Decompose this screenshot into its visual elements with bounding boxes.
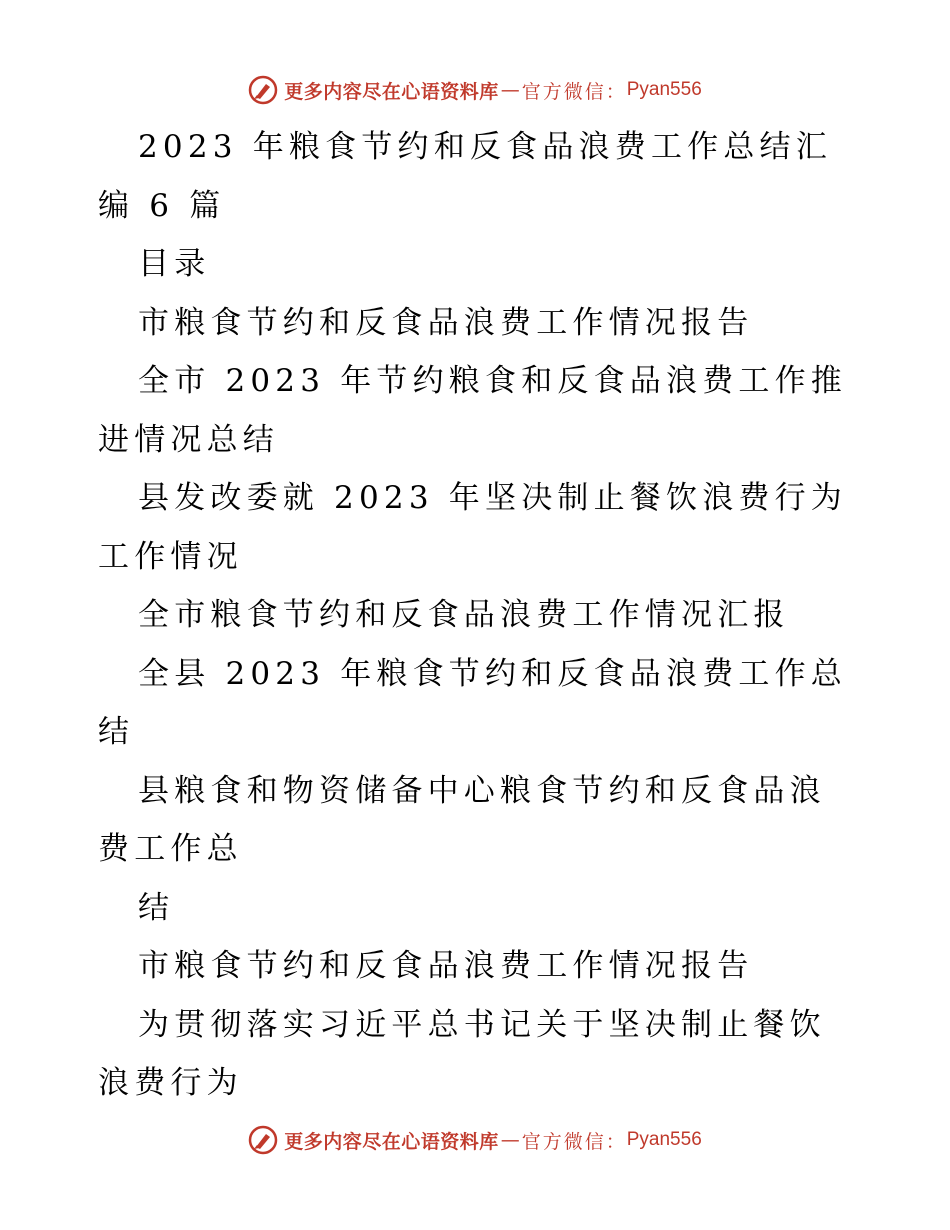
section-heading: 市粮食节约和反食品浪费工作情况报告 <box>138 948 754 984</box>
watermark-text: 更多内容尽在心语资料库 <box>284 80 499 103</box>
pen-nib-logo-icon <box>248 1125 278 1155</box>
pen-nib-logo-icon <box>248 75 278 105</box>
header-watermark-banner <box>0 70 950 110</box>
body-paragraph: 为贯彻落实习近平总书记关于坚决制止餐饮浪费行为 <box>98 1006 826 1101</box>
footer-watermark-banner <box>0 1120 950 1160</box>
watermark-wechat-label: 官方微信： <box>521 80 627 103</box>
watermark-wechat-id: Pyan556 <box>626 79 702 100</box>
watermark-separator: — <box>500 79 520 101</box>
toc-item: 全县 2023 年粮食节约和反食品浪费工作总结 <box>98 655 847 750</box>
document-body <box>98 118 858 1113</box>
toc-item: 县粮食和物资储备中心粮食节约和反食品浪费工作总 <box>98 772 826 867</box>
toc-item: 全市 2023 年节约粮食和反食品浪费工作推进情况总结 <box>98 363 847 458</box>
toc-heading: 目录 <box>138 246 211 282</box>
toc-item: 市粮食节约和反食品浪费工作情况报告 <box>138 304 754 341</box>
watermark-wechat-label: 官方微信： <box>521 1130 627 1153</box>
toc-item: 全市粮食节约和反食品浪费工作情况汇报 <box>138 597 790 633</box>
watermark-wechat-id: Pyan556 <box>626 1129 702 1150</box>
toc-item: 县发改委就 2023 年坚决制止餐饮浪费行为工作情况 <box>98 480 847 575</box>
toc-item: 结 <box>138 889 175 926</box>
watermark-text: 更多内容尽在心语资料库 <box>284 1130 499 1153</box>
watermark-separator: — <box>500 1129 520 1151</box>
document-title: 2023 年粮食节约和反食品浪费工作总结汇编 6 篇 <box>98 129 832 224</box>
